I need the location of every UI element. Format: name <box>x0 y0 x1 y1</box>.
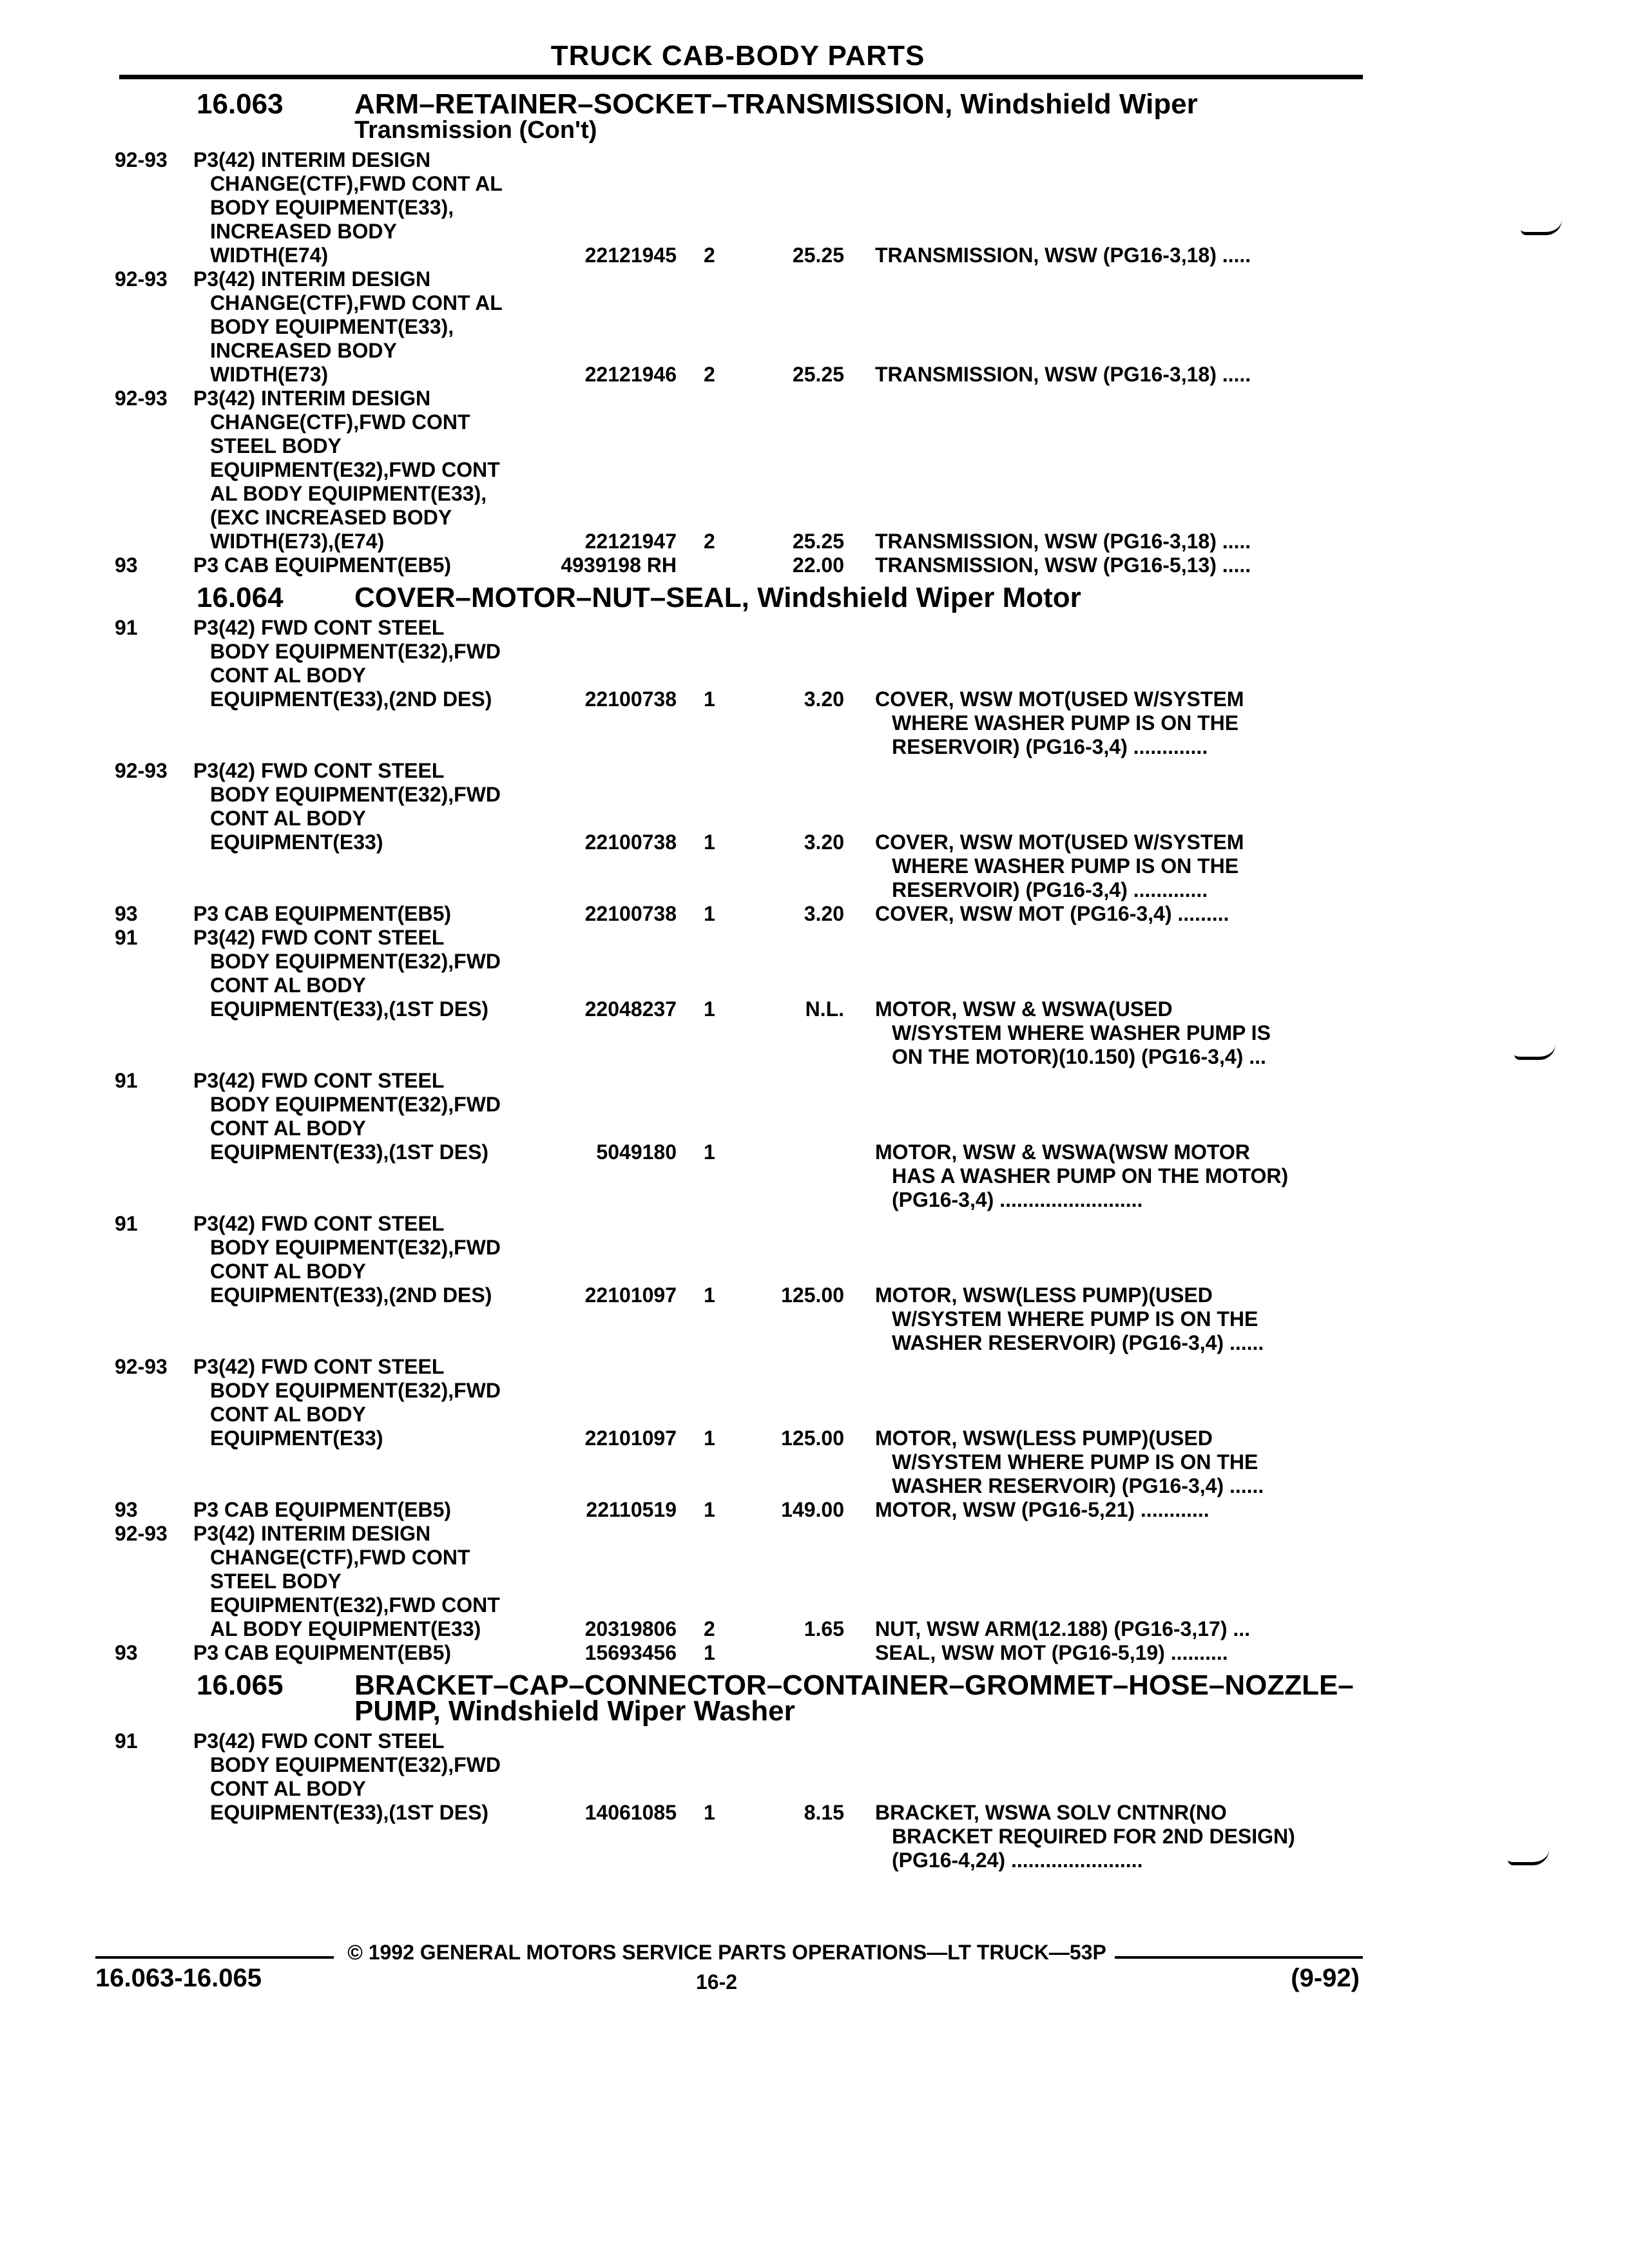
quantity: 1 <box>704 831 715 854</box>
description-line: BODY EQUIPMENT(E32),FWD <box>210 783 501 806</box>
price: 125.00 <box>781 1427 844 1450</box>
section-number: 16.063 <box>197 88 284 120</box>
part-row <box>0 1355 1629 1498</box>
price: 3.20 <box>804 831 844 854</box>
part-description-line: W/SYSTEM WHERE PUMP IS ON THE <box>892 1307 1258 1331</box>
part-number: 20319806 <box>584 1617 677 1640</box>
part-row <box>0 1729 1629 1872</box>
model-year: 92-93 <box>115 267 168 291</box>
description-line: BODY EQUIPMENT(E33), <box>210 315 454 338</box>
description-line: P3(42) FWD CONT STEEL <box>193 926 445 949</box>
part-description-line: ON THE MOTOR)(10.150) (PG16-3,4) ... <box>892 1045 1266 1068</box>
quantity: 1 <box>704 687 715 711</box>
quantity: 1 <box>704 1283 715 1307</box>
price: 3.20 <box>804 902 844 925</box>
part-number: 22100738 <box>584 687 677 711</box>
model-year: 92-93 <box>115 1355 168 1378</box>
part-description <box>875 687 1352 759</box>
model-year: 91 <box>115 1069 138 1092</box>
part-description-line: TRANSMISSION, WSW (PG16-5,13) ..... <box>875 553 1251 577</box>
description-line: EQUIPMENT(E32),FWD CONT <box>210 458 500 481</box>
part-description-line: HAS A WASHER PUMP ON THE MOTOR) <box>892 1164 1289 1187</box>
part-description-line: BRACKET, WSWA SOLV CNTNR(NO <box>875 1801 1227 1824</box>
description-line: P3(42) FWD CONT STEEL <box>193 1355 445 1378</box>
part-row <box>0 1212 1629 1355</box>
model-year: 92-93 <box>115 387 168 410</box>
part-description <box>875 1801 1352 1872</box>
part-number: 22121946 <box>584 363 677 386</box>
description-line: P3(42) FWD CONT STEEL <box>193 1212 445 1235</box>
part-number: 5049180 <box>596 1140 677 1164</box>
part-row <box>0 1522 1629 1641</box>
section-title-text: ARM–RETAINER–SOCKET–TRANSMISSION, Windshield Wiper <box>354 88 1198 120</box>
description-line: EQUIPMENT(E33),(1ST DES) <box>210 1140 489 1164</box>
page-title: TRUCK CAB-BODY PARTS <box>550 40 925 72</box>
part-description-line: TRANSMISSION, WSW (PG16-3,18) ..... <box>875 363 1251 386</box>
quantity: 1 <box>704 1140 715 1164</box>
description-line: P3(42) FWD CONT STEEL <box>193 759 445 782</box>
description-line: EQUIPMENT(E33),(2ND DES) <box>210 1283 492 1307</box>
part-number: 4939198 RH <box>561 553 677 577</box>
part-description-line: NUT, WSW ARM(12.188) (PG16-3,17) ... <box>875 1617 1251 1640</box>
description-line: P3(42) INTERIM DESIGN <box>193 148 431 171</box>
footer-section-range: 16.063-16.065 <box>95 1964 262 1992</box>
model-year: 93 <box>115 553 138 577</box>
model-year: 92-93 <box>115 759 168 782</box>
part-description-line: BRACKET REQUIRED FOR 2ND DESIGN) <box>892 1825 1295 1848</box>
quantity: 1 <box>704 997 715 1021</box>
description-line: BODY EQUIPMENT(E33), <box>210 196 454 219</box>
quantity: 1 <box>704 1427 715 1450</box>
part-description <box>875 553 1352 577</box>
application-description <box>193 1641 554 1665</box>
description-line: INCREASED BODY <box>210 339 397 362</box>
part-description-line: WASHER RESERVOIR) (PG16-3,4) ...... <box>892 1474 1264 1497</box>
description-line: BODY EQUIPMENT(E32),FWD <box>210 640 501 663</box>
footer-copyright: © 1992 GENERAL MOTORS SERVICE PARTS OPERATIONS—LT TRUCK—53P <box>347 1941 1106 1964</box>
model-year: 91 <box>115 616 138 639</box>
part-description-line: W/SYSTEM WHERE PUMP IS ON THE <box>892 1450 1258 1474</box>
application-description <box>193 1729 554 1825</box>
section-number: 16.064 <box>197 582 284 613</box>
description-line: BODY EQUIPMENT(E32),FWD <box>210 950 501 973</box>
application-description <box>193 267 554 387</box>
part-number: 22100738 <box>584 831 677 854</box>
header-divider <box>119 75 1363 79</box>
part-description-line: MOTOR, WSW (PG16-5,21) ............ <box>875 1498 1210 1521</box>
part-description <box>875 244 1352 267</box>
description-line: EQUIPMENT(E33) <box>210 831 383 854</box>
description-line: P3(42) INTERIM DESIGN <box>193 267 431 291</box>
description-line: CONT AL BODY <box>210 664 366 687</box>
part-number: 14061085 <box>584 1801 677 1824</box>
part-description-line: WHERE WASHER PUMP IS ON THE <box>892 854 1239 878</box>
price: 1.65 <box>804 1617 844 1640</box>
description-line: BODY EQUIPMENT(E32),FWD <box>210 1753 501 1776</box>
part-description <box>875 530 1352 553</box>
part-description-line: (PG16-4,24) ....................... <box>892 1849 1143 1872</box>
description-line: INCREASED BODY <box>210 220 397 243</box>
quantity: 2 <box>704 244 715 267</box>
section-title-text: COVER–MOTOR–NUT–SEAL, Windshield Wiper Motor <box>354 582 1081 613</box>
model-year: 92-93 <box>115 148 168 171</box>
quantity: 1 <box>704 1801 715 1824</box>
application-description <box>193 926 554 1021</box>
part-description-line: SEAL, WSW MOT (PG16-5,19) .......... <box>875 1641 1228 1664</box>
part-description <box>875 1140 1352 1212</box>
footer-divider-right <box>1115 1956 1363 1959</box>
application-description <box>193 148 554 267</box>
section-title-text: BRACKET–CAP–CONNECTOR–CONTAINER–GROMMET–HOSE–NOZZLE–PUMP, Windshield Wiper Washer <box>354 1669 1354 1727</box>
application-description <box>193 759 554 854</box>
quantity: 1 <box>704 1641 715 1664</box>
part-description <box>875 1427 1352 1498</box>
quantity: 2 <box>704 363 715 386</box>
application-description <box>193 902 554 926</box>
description-line: CONT AL BODY <box>210 1777 366 1800</box>
section-title <box>354 582 1385 613</box>
part-description-line: COVER, WSW MOT (PG16-3,4) ......... <box>875 902 1229 925</box>
part-description <box>875 1498 1352 1522</box>
description-line: WIDTH(E74) <box>210 244 329 267</box>
quantity: 1 <box>704 1498 715 1521</box>
description-line: P3(42) INTERIM DESIGN <box>193 387 431 410</box>
price: 25.25 <box>792 363 844 386</box>
description-line: EQUIPMENT(E33),(1ST DES) <box>210 997 489 1021</box>
application-description <box>193 1498 554 1522</box>
part-row <box>0 1498 1629 1522</box>
part-row <box>0 387 1629 553</box>
section-title <box>354 1669 1385 1727</box>
application-description <box>193 387 554 553</box>
model-year: 93 <box>115 1498 138 1521</box>
description-line: CONT AL BODY <box>210 1117 366 1140</box>
description-line: CHANGE(CTF),FWD CONT <box>210 1546 470 1569</box>
part-description-line: TRANSMISSION, WSW (PG16-3,18) ..... <box>875 530 1251 553</box>
description-line: STEEL BODY <box>210 434 342 457</box>
part-description-line: W/SYSTEM WHERE WASHER PUMP IS <box>892 1021 1271 1044</box>
footer-date: (9-92) <box>1291 1964 1360 1992</box>
description-line: BODY EQUIPMENT(E32),FWD <box>210 1236 501 1259</box>
part-description <box>875 902 1352 926</box>
price: 3.20 <box>804 687 844 711</box>
price: N.L. <box>805 997 844 1021</box>
description-line: EQUIPMENT(E33),(1ST DES) <box>210 1801 489 1824</box>
part-description <box>875 1641 1352 1665</box>
price: 149.00 <box>781 1498 844 1521</box>
footer-divider-left <box>95 1956 334 1959</box>
description-line: (EXC INCREASED BODY <box>210 506 452 529</box>
section-subtitle: Transmission (Con't) <box>354 117 597 144</box>
description-line: P3 CAB EQUIPMENT(EB5) <box>193 1641 452 1664</box>
part-description-line: MOTOR, WSW & WSWA(USED <box>875 997 1173 1021</box>
quantity: 2 <box>704 530 715 553</box>
description-line: EQUIPMENT(E32),FWD CONT <box>210 1593 500 1617</box>
section-title <box>354 88 1385 144</box>
application-description <box>193 1522 554 1641</box>
model-year: 93 <box>115 902 138 925</box>
description-line: WIDTH(E73),(E74) <box>210 530 385 553</box>
description-line: P3 CAB EQUIPMENT(EB5) <box>193 1498 452 1521</box>
application-description <box>193 553 554 577</box>
description-line: P3 CAB EQUIPMENT(EB5) <box>193 902 452 925</box>
description-line: WIDTH(E73) <box>210 363 329 386</box>
part-row <box>0 759 1629 902</box>
description-line: P3(42) FWD CONT STEEL <box>193 616 445 639</box>
description-line: P3(42) FWD CONT STEEL <box>193 1729 445 1753</box>
quantity: 1 <box>704 902 715 925</box>
part-description-line: TRANSMISSION, WSW (PG16-3,18) ..... <box>875 244 1251 267</box>
part-description-line: WASHER RESERVOIR) (PG16-3,4) ...... <box>892 1331 1264 1354</box>
description-line: CONT AL BODY <box>210 1260 366 1283</box>
part-description <box>875 1283 1352 1355</box>
part-number: 22100738 <box>584 902 677 925</box>
description-line: CHANGE(CTF),FWD CONT <box>210 410 470 434</box>
part-number: 22121947 <box>584 530 677 553</box>
section-heading <box>0 582 1629 613</box>
part-description <box>875 831 1352 902</box>
model-year: 91 <box>115 1212 138 1235</box>
part-description-line: (PG16-3,4) ......................... <box>892 1188 1143 1211</box>
part-description-line: RESERVOIR) (PG16-3,4) ............. <box>892 878 1208 901</box>
part-description-line: COVER, WSW MOT(USED W/SYSTEM <box>875 831 1244 854</box>
part-row <box>0 553 1629 577</box>
part-row <box>0 148 1629 267</box>
price: 25.25 <box>792 530 844 553</box>
part-description-line: RESERVOIR) (PG16-3,4) ............. <box>892 735 1208 758</box>
part-description-line: MOTOR, WSW(LESS PUMP)(USED <box>875 1427 1213 1450</box>
description-line: STEEL BODY <box>210 1570 342 1593</box>
application-description <box>193 1069 554 1164</box>
part-description-line: MOTOR, WSW(LESS PUMP)(USED <box>875 1283 1213 1307</box>
model-year: 93 <box>115 1641 138 1664</box>
catalog-content <box>0 84 1629 1872</box>
description-line: P3(42) FWD CONT STEEL <box>193 1069 445 1092</box>
application-description <box>193 1212 554 1307</box>
description-line: AL BODY EQUIPMENT(E33) <box>210 1617 481 1640</box>
description-line: CONT AL BODY <box>210 807 366 830</box>
part-row <box>0 616 1629 759</box>
price: 125.00 <box>781 1283 844 1307</box>
part-description <box>875 997 1352 1069</box>
description-line: BODY EQUIPMENT(E32),FWD <box>210 1379 501 1402</box>
part-row <box>0 267 1629 387</box>
description-line: P3(42) INTERIM DESIGN <box>193 1522 431 1545</box>
quantity: 2 <box>704 1617 715 1640</box>
footer-page-number: 16-2 <box>696 1970 738 1994</box>
section-heading <box>0 1669 1629 1727</box>
model-year: 92-93 <box>115 1522 168 1545</box>
section-number: 16.065 <box>197 1669 284 1701</box>
description-line: BODY EQUIPMENT(E32),FWD <box>210 1093 501 1116</box>
application-description <box>193 1355 554 1450</box>
part-number: 22101097 <box>584 1427 677 1450</box>
part-description-line: WHERE WASHER PUMP IS ON THE <box>892 711 1239 735</box>
part-row <box>0 1641 1629 1665</box>
part-description <box>875 1617 1352 1641</box>
description-line: EQUIPMENT(E33),(2ND DES) <box>210 687 492 711</box>
part-description-line: COVER, WSW MOT(USED W/SYSTEM <box>875 687 1244 711</box>
part-number: 22121945 <box>584 244 677 267</box>
part-description <box>875 363 1352 387</box>
part-number: 22101097 <box>584 1283 677 1307</box>
part-number: 22048237 <box>584 997 677 1021</box>
description-line: CONT AL BODY <box>210 1403 366 1426</box>
part-description-line: MOTOR, WSW & WSWA(WSW MOTOR <box>875 1140 1250 1164</box>
description-line: CONT AL BODY <box>210 974 366 997</box>
price: 25.25 <box>792 244 844 267</box>
part-number: 22110519 <box>586 1498 677 1521</box>
part-row <box>0 926 1629 1069</box>
description-line: AL BODY EQUIPMENT(E33), <box>210 482 487 505</box>
price: 8.15 <box>804 1801 844 1824</box>
application-description <box>193 616 554 711</box>
price: 22.00 <box>792 553 844 577</box>
model-year: 91 <box>115 926 138 949</box>
description-line: P3 CAB EQUIPMENT(EB5) <box>193 553 452 577</box>
part-row <box>0 1069 1629 1212</box>
description-line: CHANGE(CTF),FWD CONT AL <box>210 172 503 195</box>
part-number: 15693456 <box>584 1641 677 1664</box>
model-year: 91 <box>115 1729 138 1753</box>
section-heading <box>0 88 1629 144</box>
description-line: CHANGE(CTF),FWD CONT AL <box>210 291 503 314</box>
part-row <box>0 902 1629 926</box>
description-line: EQUIPMENT(E33) <box>210 1427 383 1450</box>
